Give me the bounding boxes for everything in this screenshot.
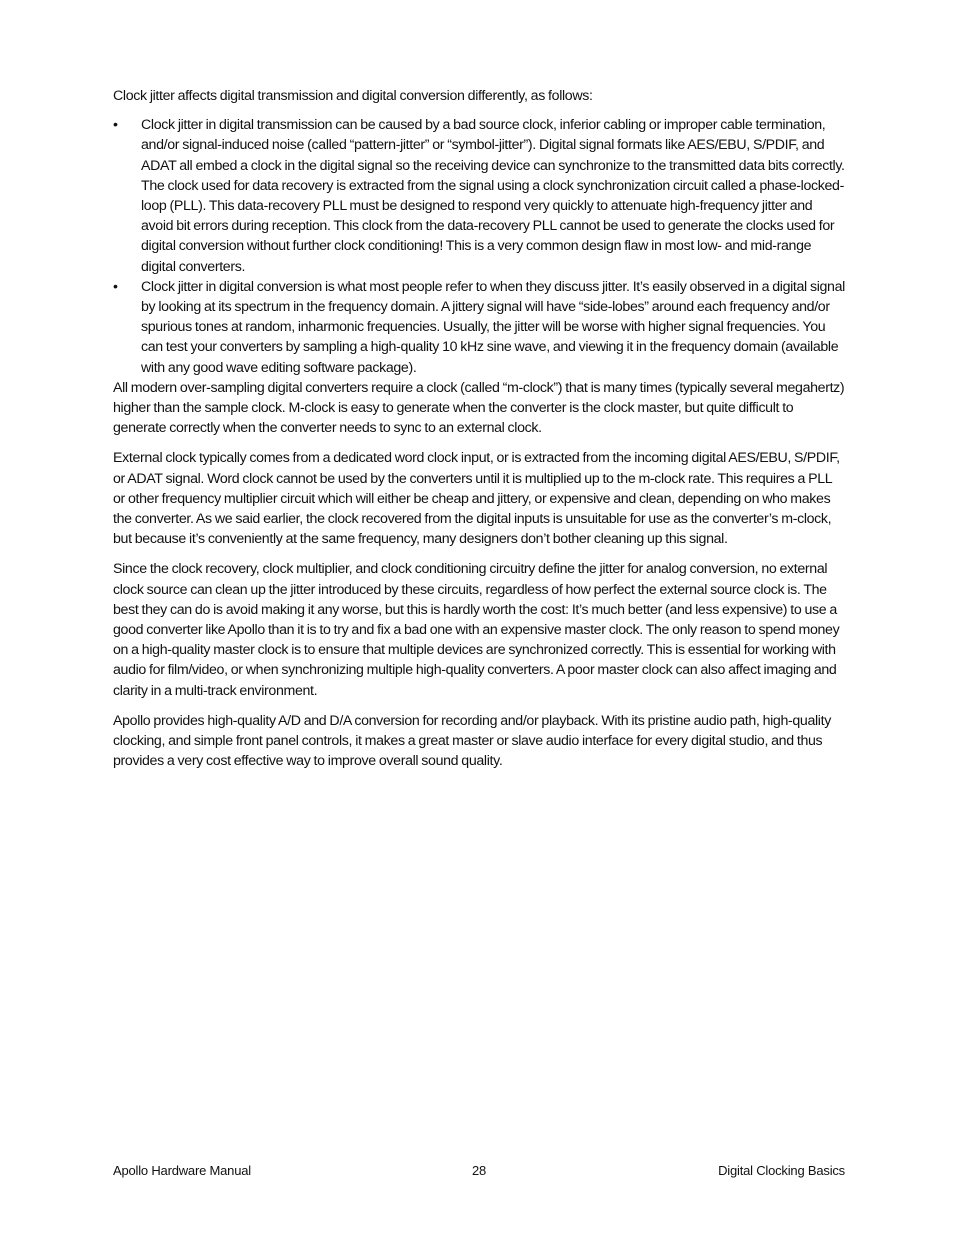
footer-page-number: 28 xyxy=(471,1163,487,1178)
bullet-icon: • xyxy=(113,117,118,134)
bullet-text: Clock jitter in digital conversion is what most people refer to when they discuss jitter. It’s easily observed in a digital signal by looking at its spectrum in the frequency domain. A jittery signal will have “side-lobes” around each frequency and/or spurious tones at random, inharmonic frequencies. Usually, the jitter will be worse with higher signal frequencies. You can test your converters by sampling a high-quality 10 kHz sine wave, and viewing it in the frequency domain (available with any good wave editing software package). xyxy=(141,278,845,376)
paragraph-apollo-summary: Apollo provides high-quality A/D and D/A conversion for recording and/or playback. With its pristine audio path, high-quality clocking, and simple front panel controls, it makes a great master or slave audio interface for every digital studio, and thus provides a very cost effective way to improve overall sound quality. xyxy=(113,712,831,770)
page-footer xyxy=(113,1161,845,1181)
bullet-icon: • xyxy=(113,278,118,295)
intro-paragraph: Clock jitter affects digital transmission and digital conversion differently, as follows: xyxy=(113,88,593,104)
page-body xyxy=(113,86,845,782)
bullet-list xyxy=(113,115,845,378)
paragraph-clock-recovery: Since the clock recovery, clock multiplier, and clock conditioning circuitry define the jitter for analog conversion, no external clock source can clean up the jitter introduced by these circuits, regardless of how perfect the external source clock is. The best they can do is avoid making it any worse, but this is hardly worth the cost: It’s much better (and less expensive) to use a good converter like Apollo than it is to try and fix a bad one with an expensive master clock. The only reason to spend money on a high-quality master clock is to ensure that multiple devices are synchronized correctly. This is essential for working with audio for film/video, or when synchronizing multiple high-quality converters. A poor master clock can also affect imaging and clarity in a multi-track environment. xyxy=(113,561,840,699)
paragraph-external-clock: External clock typically comes from a dedicated word clock input, or is extracted from the incoming digital AES/EBU, S/PDIF, or ADAT signal. Word clock cannot be used by the converters until it is multiplied up to the m-clock rate. This requires a PLL or other frequency multiplier circuit which will either be cheap and jittery, or expensive and clean, depending on who makes the converter. As we said earlier, the clock recovered from the digital inputs is unsuitable for use as the converter’s m-clock, but because it’s conveniently at the same frequency, many designers don’t bother cleaning up this signal. xyxy=(113,450,840,548)
paragraph-m-clock: All modern over-sampling digital converters require a clock (called “m-clock”) that is many times (typically several megahertz) higher than the sample clock. M-clock is easy to generate when the converter is the clock master, but quite difficult to generate correctly when the converter needs to sync to an external clock. xyxy=(113,379,845,437)
footer-section-title: Digital Clocking Basics xyxy=(718,1163,845,1178)
bullet-item-transmission-jitter xyxy=(113,115,845,277)
bullet-text: Clock jitter in digital transmission can be caused by a bad source clock, inferior cabling or improper cable termination, and/or signal-induced noise (called “pattern-jitter” or “symbol-jitter”). Digital signal formats like AES/EBU, S/PDIF, and ADAT all embed a clock in the digital signal so the receiving device can synchronize to the transmitted data bits correctly. The clock used for data recovery is extracted from the signal using a clock synchronization circuit called a phase-locked-loop (PLL). This data-recovery PLL must be designed to respond very quickly to attenuate high-frequency jitter and avoid bit errors during reception. This clock from the data-recovery PLL cannot be used to generate the clocks used for digital conversion without further clock conditioning! This is a very common design flaw in most low- and mid-range digital converters. xyxy=(141,117,845,275)
footer-manual-title: Apollo Hardware Manual xyxy=(113,1163,251,1178)
bullet-item-conversion-jitter xyxy=(113,277,845,378)
